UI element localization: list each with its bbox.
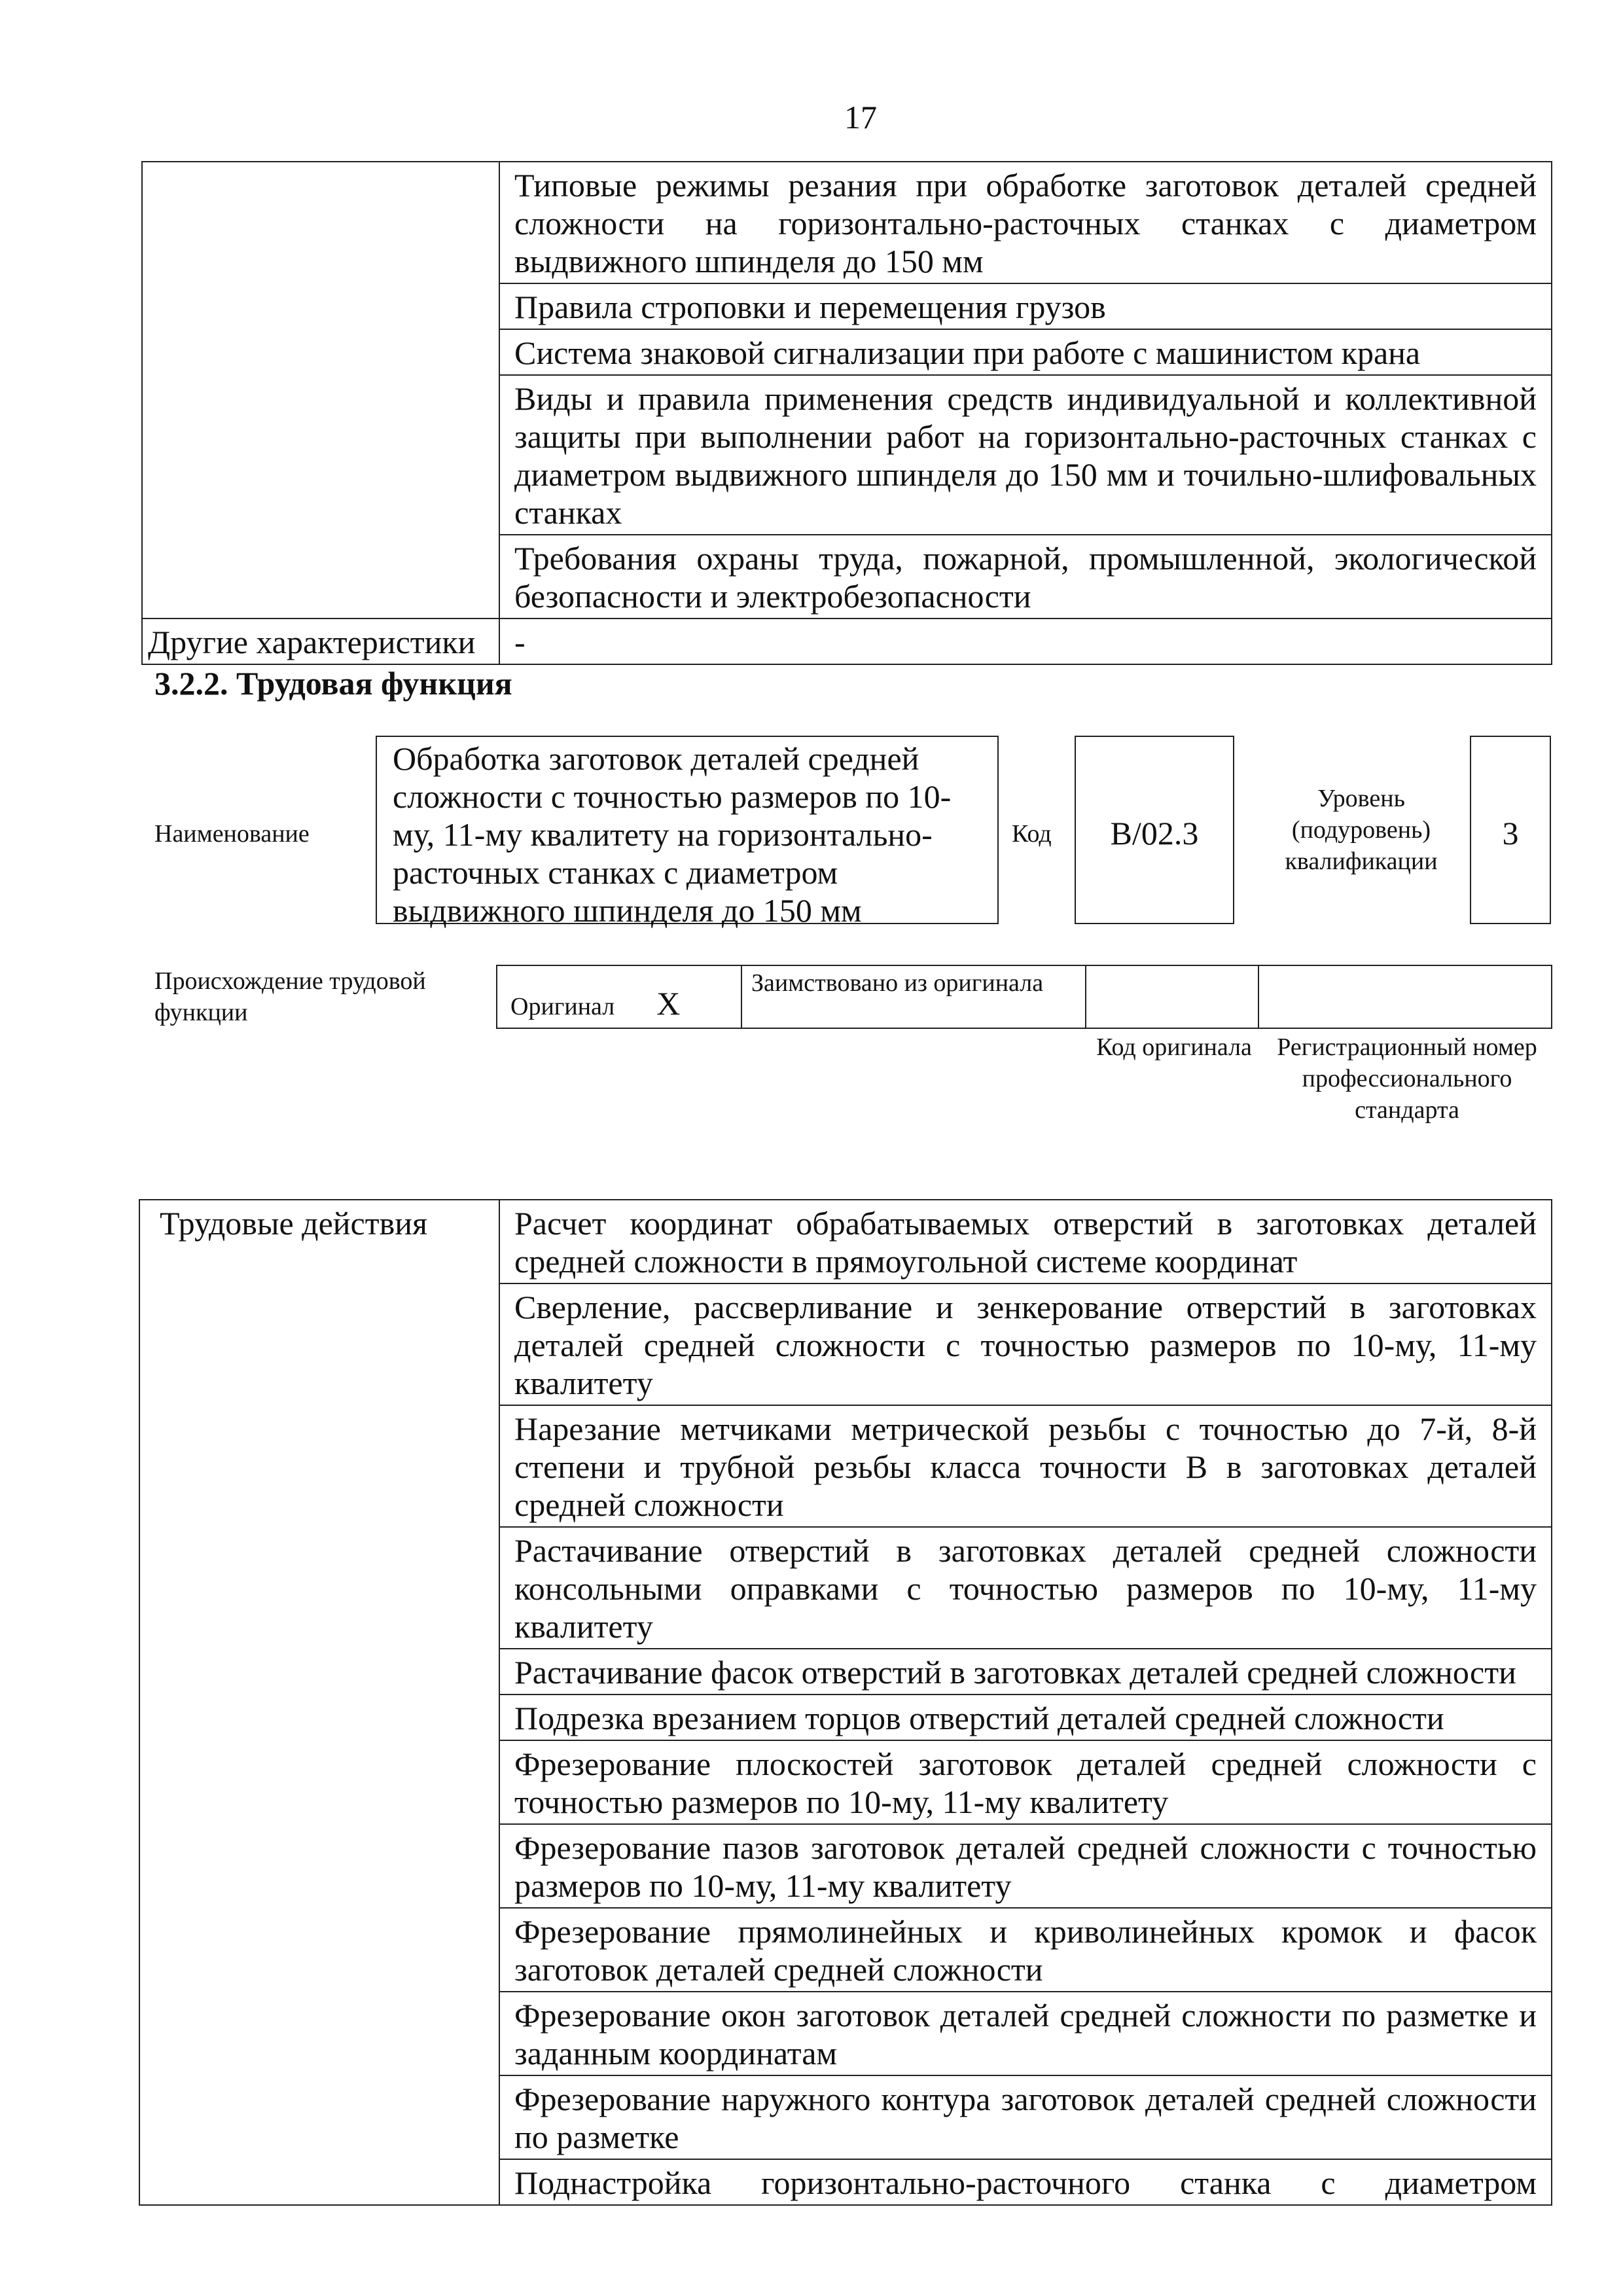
code-label: Код xyxy=(1012,820,1052,848)
origin-code-cell xyxy=(1086,965,1258,1028)
action-row: Фрезерование наружного контура заготовок деталей средней сложности по разметке xyxy=(499,2075,1552,2159)
knowledge-row: Правила строповки и перемещения грузов xyxy=(499,283,1552,329)
name-box xyxy=(376,736,999,929)
level-box xyxy=(1470,736,1551,924)
action-row: Сверление, рассверливание и зенкерование отверстий в заготовках деталей средней сложности с точностью размеров по 10-му, 11-му квалитету xyxy=(499,1283,1552,1405)
action-row: Нарезание метчиками метрической резьбы с точностью до 7-й, 8-й степени и трубной резьбы класса точности B в заготовках деталей средней сложности xyxy=(499,1405,1552,1527)
action-row: Растачивание отверстий в заготовках деталей средней сложности консольными оправками с точностью размеров по 10-му, 11-му квалитету xyxy=(499,1527,1552,1649)
action-row: Растачивание фасок отверстий в заготовках деталей средней сложности xyxy=(499,1649,1552,1695)
knowledge-label-cell xyxy=(142,162,499,619)
borrowed-label: Заимствовано из оригинала xyxy=(741,965,1086,1028)
name-value: Обработка заготовок деталей средней сложности с точностью размеров по 10-му, 11-му квалитету на горизонтально-расточных станках с диаметром выдвижного шпинделя до 150 мм xyxy=(393,740,952,929)
code-box xyxy=(1075,736,1234,924)
code-caption: Код оригинала xyxy=(1096,1033,1252,1061)
other-characteristics-label: Другие характеристики xyxy=(142,619,499,664)
original-label: Оригинал xyxy=(510,993,615,1020)
action-row: Подрезка врезанием торцов отверстий деталей средней сложности xyxy=(499,1695,1552,1740)
level-value: 3 xyxy=(1502,815,1519,852)
section-heading: 3.2.2. Трудовая функция xyxy=(154,665,512,702)
origin-table xyxy=(496,965,1552,1029)
origin-label: Происхождение трудовой функции xyxy=(154,967,426,1026)
actions-table xyxy=(139,1199,1552,2206)
actions-label: Трудовые действия xyxy=(139,1200,499,2205)
original-cell xyxy=(497,965,741,1028)
other-characteristics-value: - xyxy=(499,619,1552,664)
original-mark: X xyxy=(656,985,681,1022)
action-row: Фрезерование окон заготовок деталей средней сложности по разметке и заданным координатам xyxy=(499,1992,1552,2075)
origin-reg-cell xyxy=(1258,965,1552,1028)
knowledge-table xyxy=(141,161,1552,665)
action-row: Фрезерование плоскостей заготовок деталей средней сложности с точностью размеров по 10-му, 11-му квалитету xyxy=(499,1740,1552,1824)
reg-caption: Регистрационный номер профессионального стандарта xyxy=(1277,1033,1537,1124)
knowledge-row: Типовые режимы резания при обработке заготовок деталей средней сложности на горизонтально-расточных станках с диаметром выдвижного шпинделя до 150 мм xyxy=(499,162,1552,283)
name-label: Наименование xyxy=(154,820,310,848)
knowledge-row: Система знаковой сигнализации при работе с машинистом крана xyxy=(499,329,1552,375)
knowledge-row: Требования охраны труда, пожарной, промышленной, экологической безопасности и электробезопасности xyxy=(499,535,1552,619)
level-label: Уровень (подуровень) квалификации xyxy=(1285,785,1438,875)
knowledge-row: Виды и правила применения средств индивидуальной и коллективной защиты при выполнении работ на горизонтально-расточных станках с диаметром выдвижного шпинделя до 150 мм и точильно-шлифовальных станках xyxy=(499,375,1552,535)
code-value: B/02.3 xyxy=(1110,815,1199,852)
page-number: 17 xyxy=(844,99,877,135)
action-row: Расчет координат обрабатываемых отверстий в заготовках деталей средней сложности в прямоугольной системе координат xyxy=(499,1200,1552,1283)
action-row: Фрезерование пазов заготовок деталей средней сложности с точностью размеров по 10-му, 11-му квалитету xyxy=(499,1824,1552,1908)
action-row: Поднастройка горизонтально-расточного станка с диаметром xyxy=(499,2159,1552,2205)
action-row: Фрезерование прямолинейных и криволинейных кромок и фасок заготовок деталей средней сложности xyxy=(499,1908,1552,1992)
